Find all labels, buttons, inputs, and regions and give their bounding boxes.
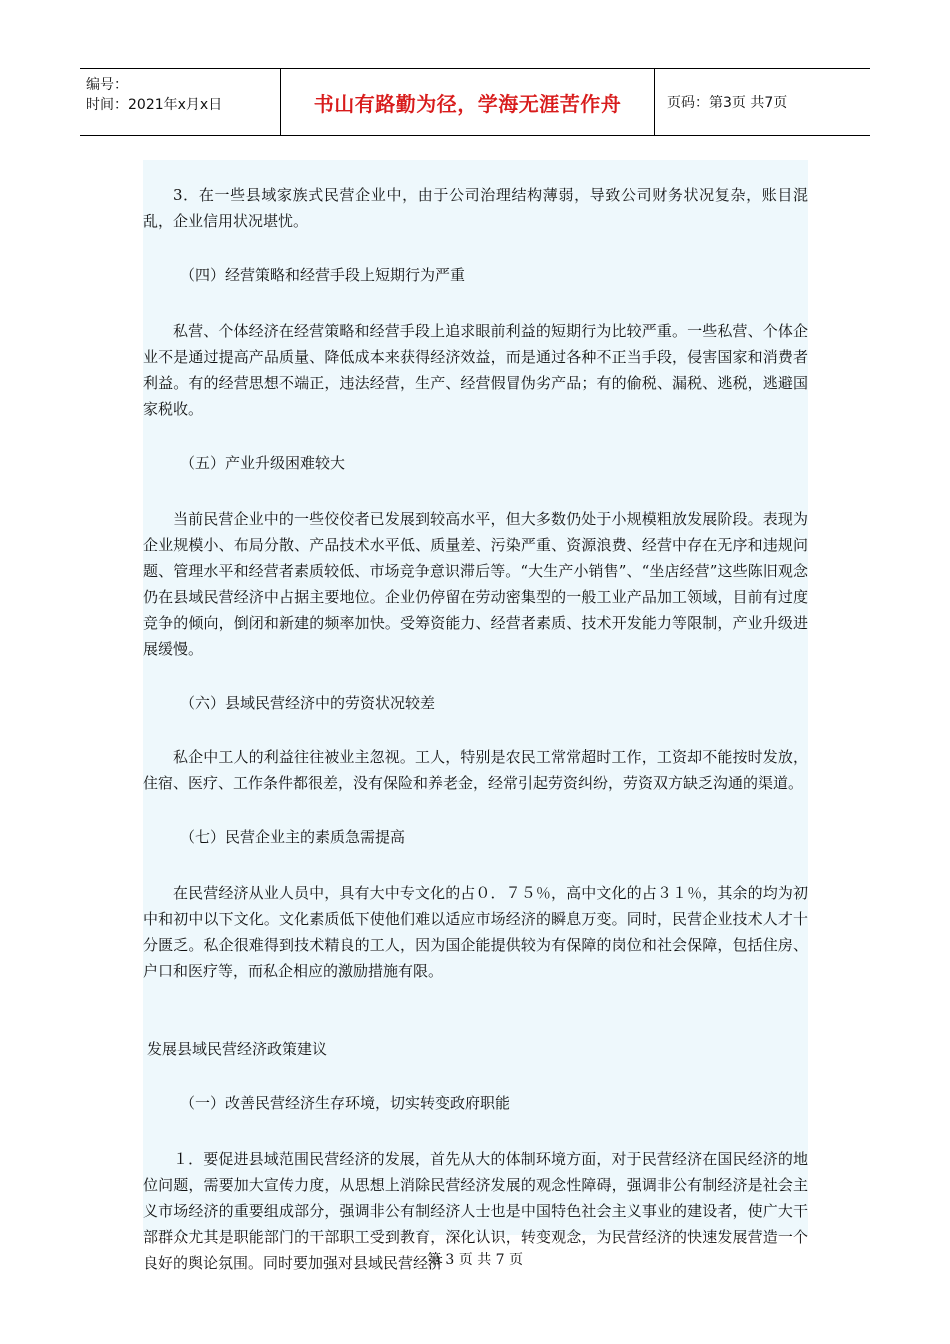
paragraph-6: １．要促进县域范围民营经济的发展，首先从大的体制环境方面，对于民营经济在国民经济的地位问题，需要加大宣传力度，从思想上消除民营经济发展的观念性障碍，强调非公有制经济是社会主义市场经济的重要组成部分，强调非公有制经济人士也是中国特色社会主义事业的建设者，使广大干部群众尤其是职能部门的干部职工受到教育，深化认识，转变观念，为民营经济的快速发展营造一个良好的舆论氛围。同时要加强对县域民营经济 [143,1150,808,1272]
heading-5: （五）产业升级困难较大 [180,454,346,472]
paragraph-3: 当前民营企业中的一些佼佼者已发展到较高水平，但大多数仍处于小规模粗放发展阶段。表现为企业规模小、布局分散、产品技术水平低、质量差、污染严重、资源浪费、经营中存在无序和违规问题、管理水平和经营者素质较低、市场竞争意识滞后等。“大生产小销售”、“坐店经营”这些陈旧观念仍在县域民营经济中占据主要地位。企业仍停留在劳动密集型的一般工业产品加工领域，目前有过度竞争的倾向，倒闭和新建的频率加快。受筹资能力、经营者素质、技术开发能力等限制，产业升级进展缓慢。 [143,510,808,658]
paragraph-1: 3．在一些县域家族式民营企业中，由于公司治理结构薄弱，导致公司财务状况复杂，账目混乱，企业信用状况堪忧。 [143,186,808,230]
heading-4: （四）经营策略和经营手段上短期行为严重 [180,266,466,284]
heading-6: （六）县域民营经济中的劳资状况较差 [180,694,436,712]
doc-time-label: 时间：2021年x月x日 [86,97,223,113]
paragraph-2: 私营、个体经济在经营策略和经营手段上追求眼前利益的短期行为比较严重。一些私营、个体企业不是通过提高产品质量、降低成本来获得经济效益，而是通过各种不正当手段，侵害国家和消费者利益。有的经营思想不端正，违法经营，生产、经营假冒伪劣产品；有的偷税、漏税、逃税，逃避国家税收。 [143,322,808,418]
header-motto: 书山有路勤为径，学海无涯苦作舟 [313,91,622,116]
header-page-info: 页码：第3页 共7页 [667,95,788,111]
heading-7: （七）民营企业主的素质急需提高 [180,828,406,846]
header-motto-cell [280,69,655,135]
page-footer: 第 3 页 共 7 页 [426,1252,524,1268]
paragraph-5: 在民营经济从业人员中，具有大中专文化的占０．７５％，高中文化的占３１％，其余的均为初中和初中以下文化。文化素质低下使他们难以适应市场经济的瞬息万变。同时，民营企业技术人才十分匮乏。私企很难得到技术精良的工人，因为国企能提供较为有保障的岗位和社会保障，包括住房、户口和医疗等，而私企相应的激励措施有限。 [143,884,808,980]
heading-s1: （一）改善民营经济生存环境，切实转变政府职能 [180,1094,511,1112]
doc-number-label: 编号： [86,77,128,93]
page-header [80,68,870,136]
paragraph-4: 私企中工人的利益往往被业主忽视。工人，特别是农民工常常超时工作，工资却不能按时发放，住宿、医疗、工作条件都很差，没有保险和养老金，经常引起劳资纠纷，劳资双方缺乏沟通的渠道。 [143,748,808,792]
header-meta [80,69,280,135]
section-title: 发展县域民营经济政策建议 [147,1040,328,1058]
